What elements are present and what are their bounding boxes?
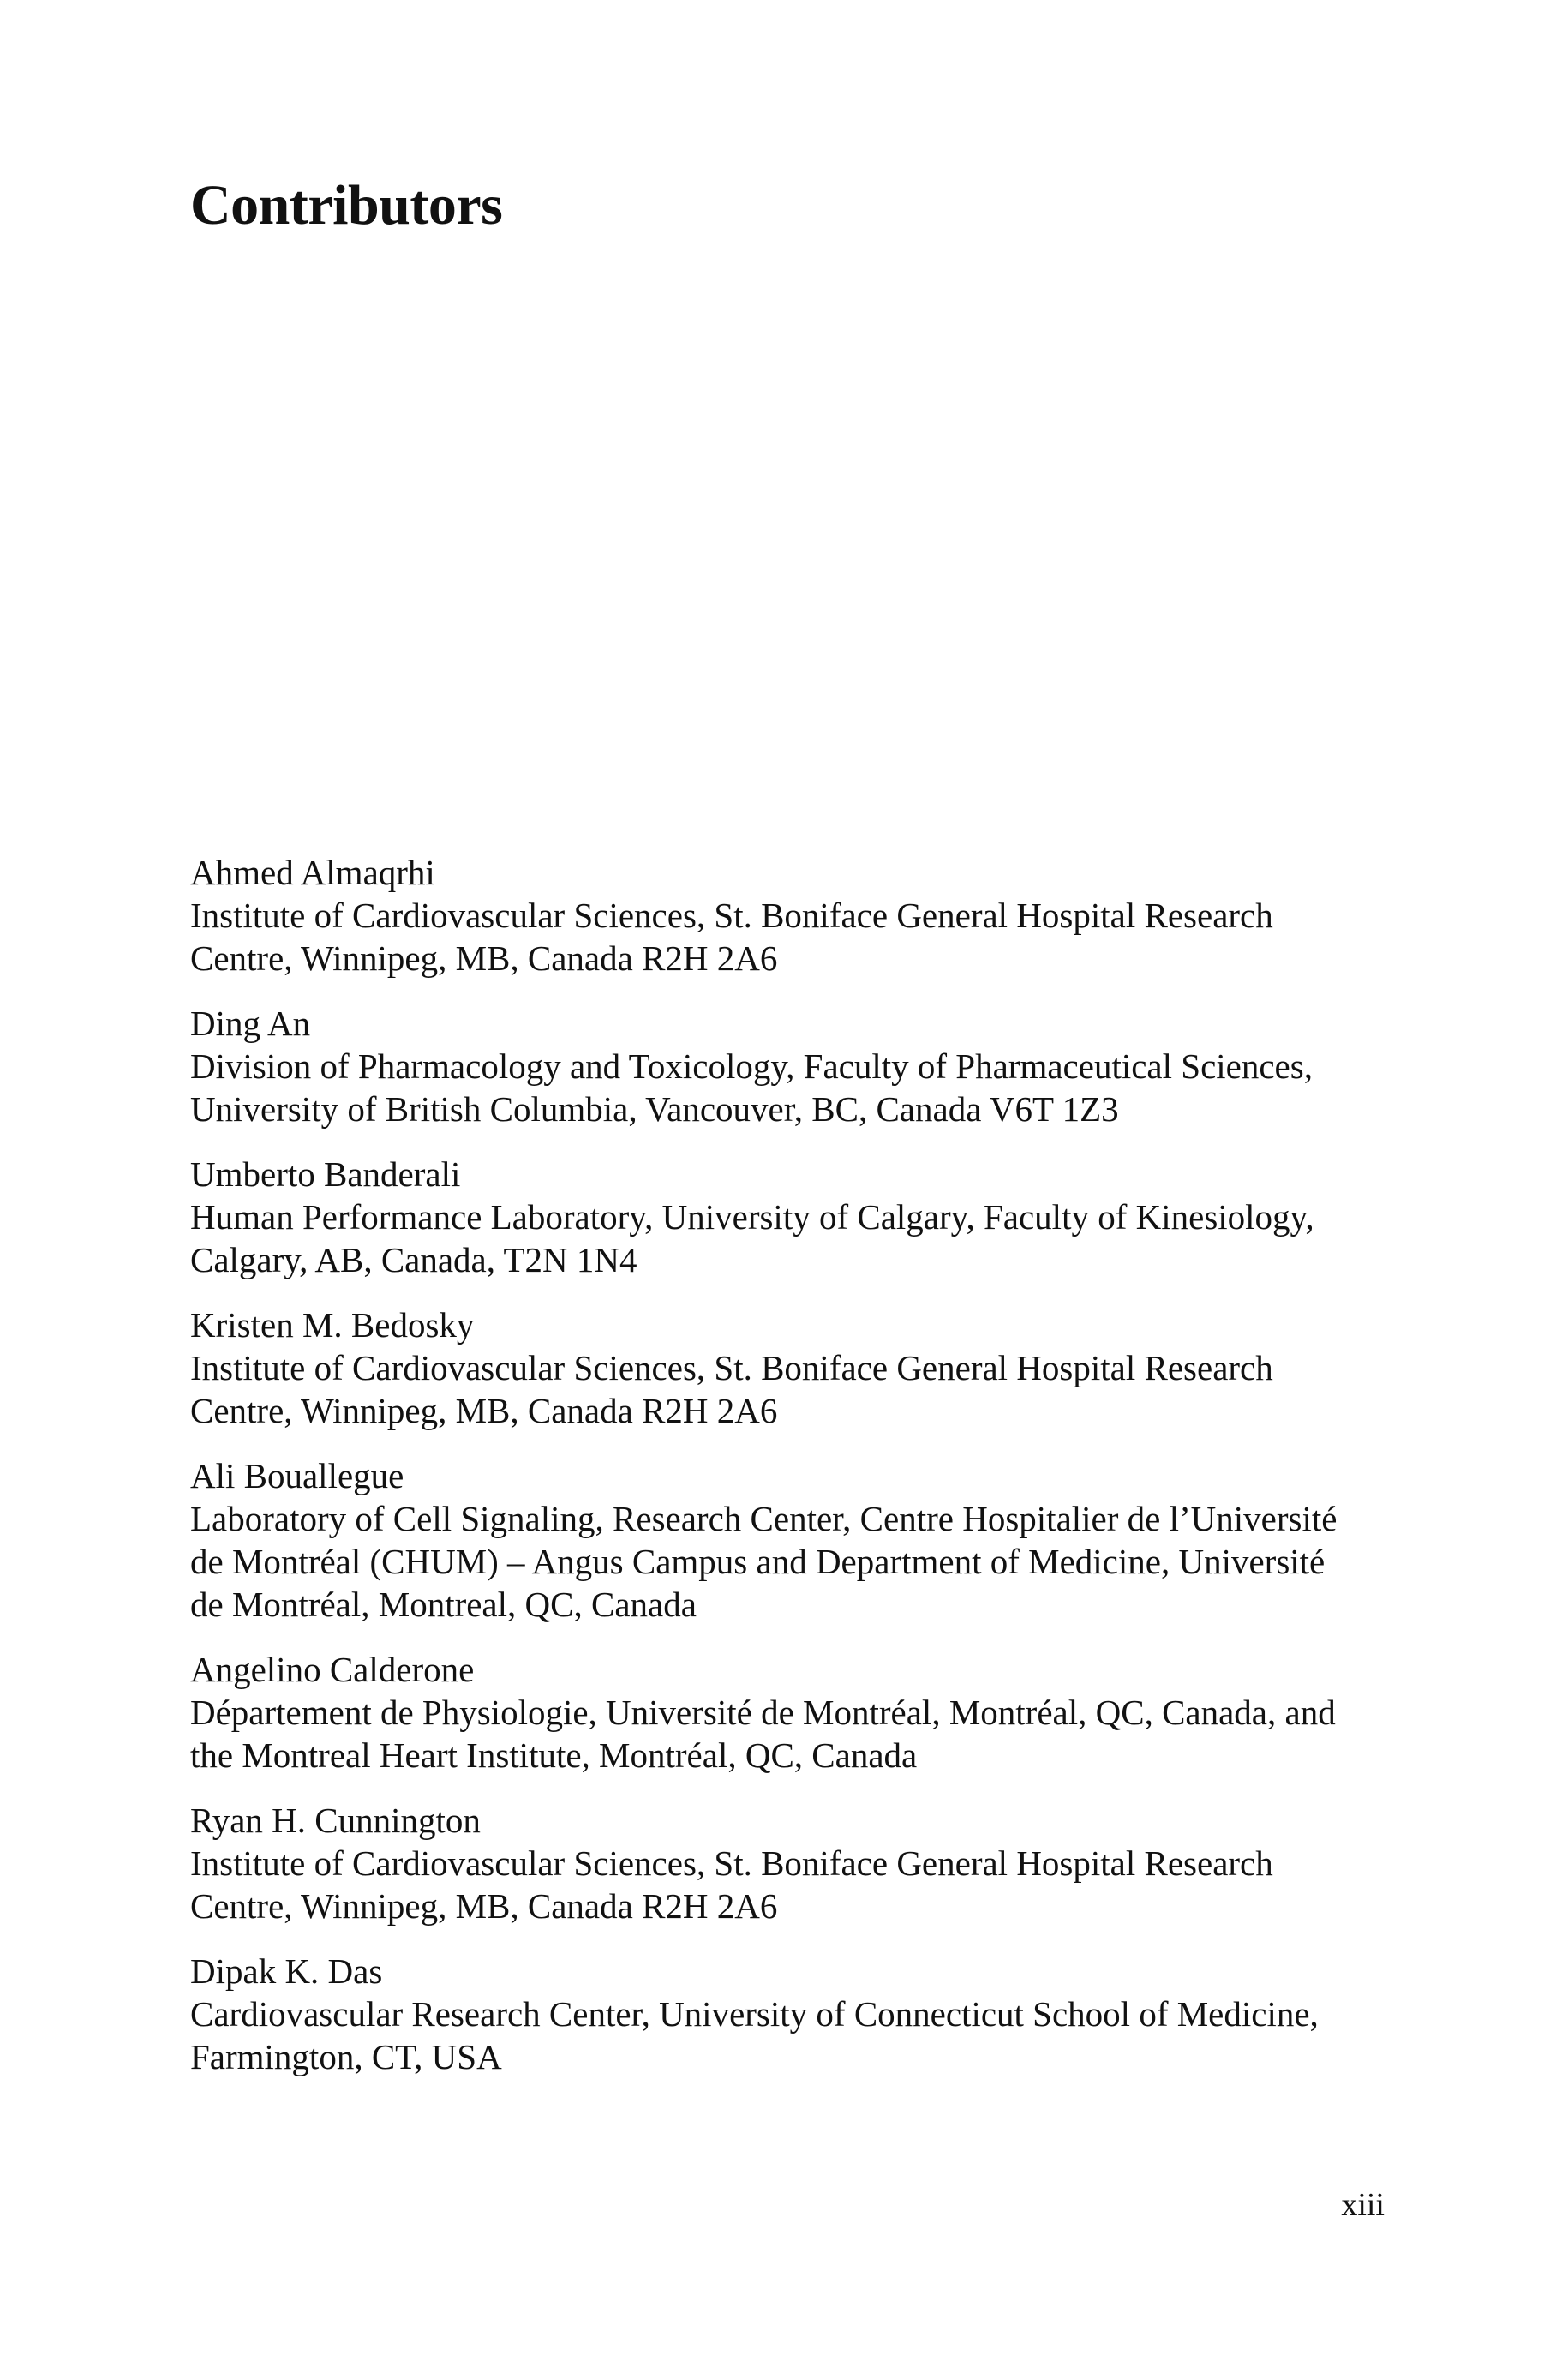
contributor-affiliation-line: Farmington, CT, USA [190, 2037, 502, 2076]
contributor-affiliation-line: University of British Columbia, Vancouver, BC, Canada V6T 1Z3 [190, 1089, 1119, 1129]
contributor-entry [190, 1303, 1407, 1432]
contributor-name: Ding An [190, 1004, 311, 1043]
contributor-entry [190, 1950, 1407, 2078]
contributor-affiliation-line: Institute of Cardiovascular Sciences, St. Boniface General Hospital Research [190, 896, 1273, 935]
contributor-affiliation-line: Calgary, AB, Canada, T2N 1N4 [190, 1240, 637, 1279]
contributor-entry [190, 1454, 1407, 1626]
contributor-entry [190, 1799, 1407, 1927]
contributor-affiliation-line: Division of Pharmacology and Toxicology, Faculty of Pharmaceutical Sciences, [190, 1046, 1313, 1086]
contributor-name: Umberto Banderali [190, 1154, 461, 1194]
contributor-name: Ryan H. Cunnington [190, 1801, 481, 1840]
contributor-affiliation-line: Institute of Cardiovascular Sciences, St. Boniface General Hospital Research [190, 1348, 1273, 1387]
contributor-entry [190, 851, 1407, 980]
contributor-affiliation-line: the Montreal Heart Institute, Montréal, QC, Canada [190, 1735, 918, 1775]
contributor-name: Kristen M. Bedosky [190, 1305, 475, 1345]
contributor-affiliation-line: Centre, Winnipeg, MB, Canada R2H 2A6 [190, 1391, 778, 1430]
contributor-name: Ali Bouallegue [190, 1456, 404, 1495]
contributor-affiliation-line: Human Performance Laboratory, University of Calgary, Faculty of Kinesiology, [190, 1197, 1314, 1237]
contributors-list [190, 851, 1407, 2100]
contributor-affiliation-line: Département de Physiologie, Université de Montréal, Montréal, QC, Canada, and [190, 1693, 1336, 1732]
contributor-name: Ahmed Almaqrhi [190, 853, 435, 892]
page-number: xiii [1341, 2187, 1385, 2223]
contributor-affiliation-line: de Montréal, Montreal, QC, Canada [190, 1585, 697, 1624]
contributor-entry [190, 1153, 1407, 1281]
contributor-name: Angelino Calderone [190, 1650, 475, 1689]
contributor-entry [190, 1002, 1407, 1130]
contributor-affiliation-line: Centre, Winnipeg, MB, Canada R2H 2A6 [190, 1886, 778, 1926]
contributor-name: Dipak K. Das [190, 1951, 383, 1991]
contributor-affiliation-line: Laboratory of Cell Signaling, Research Center, Centre Hospitalier de l’Université [190, 1499, 1338, 1538]
contributor-entry [190, 1648, 1407, 1777]
contributor-affiliation-line: Cardiovascular Research Center, University of Connecticut School of Medicine, [190, 1994, 1319, 2034]
contributor-affiliation-line: Centre, Winnipeg, MB, Canada R2H 2A6 [190, 938, 778, 978]
contributor-affiliation-line: de Montréal (CHUM) – Angus Campus and Department of Medicine, Université [190, 1542, 1326, 1581]
contributor-affiliation-line: Institute of Cardiovascular Sciences, St. Boniface General Hospital Research [190, 1843, 1273, 1883]
page-title: Contributors [190, 174, 503, 237]
